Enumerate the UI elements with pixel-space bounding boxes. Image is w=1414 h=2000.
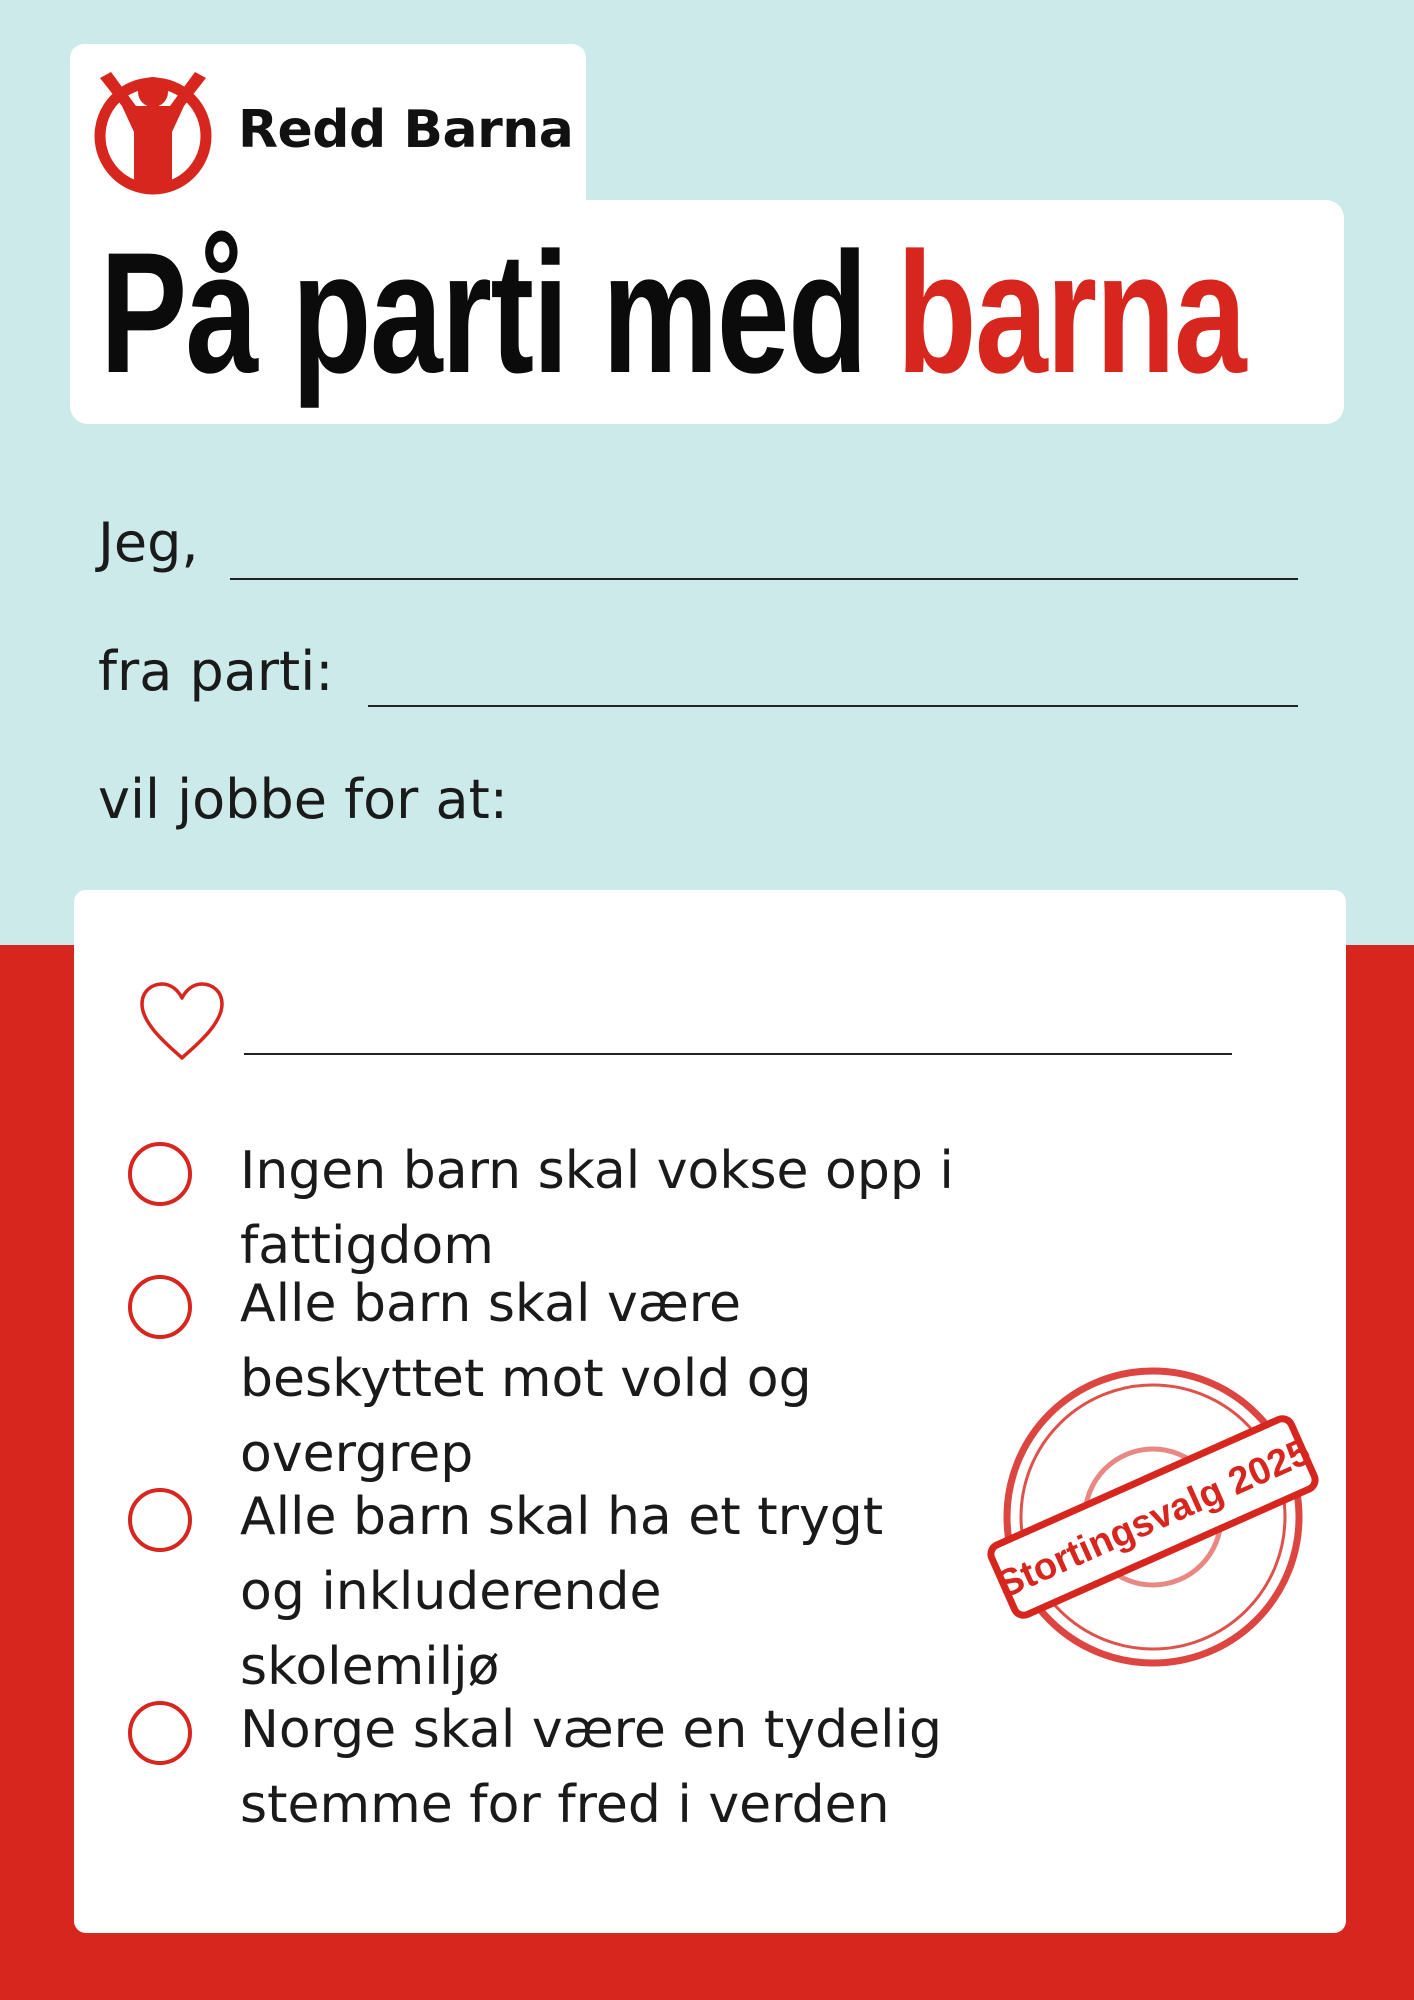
stamp-text: Stortingsvalg 2025 (990, 1430, 1317, 1607)
pledge-text: Alle barn skal ha et trygt og inkluderende skolemiljø (240, 1487, 884, 1697)
checkbox-circle[interactable] (128, 1275, 192, 1339)
pledge-text: Alle barn skal være beskyttet mot vold og overgrep (240, 1274, 812, 1484)
title-box (70, 200, 1344, 424)
pledge-text: Ingen barn skal vokse opp i fattigdom (240, 1141, 954, 1276)
brand-name: Redd Barna (238, 100, 574, 160)
heart-icon (136, 980, 228, 1064)
redd-barna-logo-icon (92, 70, 214, 198)
title-main: På parti med (100, 217, 867, 409)
party-label: fra parti: (98, 640, 334, 703)
party-field[interactable] (368, 705, 1298, 707)
pledge-text: Norge skal være en tydelig stemme for fred i verden (240, 1700, 942, 1835)
intro-label: vil jobbe for at: (98, 768, 508, 831)
checkbox-circle[interactable] (128, 1142, 192, 1206)
checkbox-circle[interactable] (128, 1701, 192, 1765)
name-field[interactable] (230, 578, 1298, 580)
election-stamp (978, 1362, 1328, 1672)
page-title (100, 217, 1246, 409)
title-accent: barna (896, 217, 1246, 409)
custom-pledge-field[interactable] (244, 1053, 1232, 1055)
logo-tab (70, 44, 586, 224)
checkbox-circle[interactable] (128, 1488, 192, 1552)
name-label: Jeg, (98, 511, 199, 574)
